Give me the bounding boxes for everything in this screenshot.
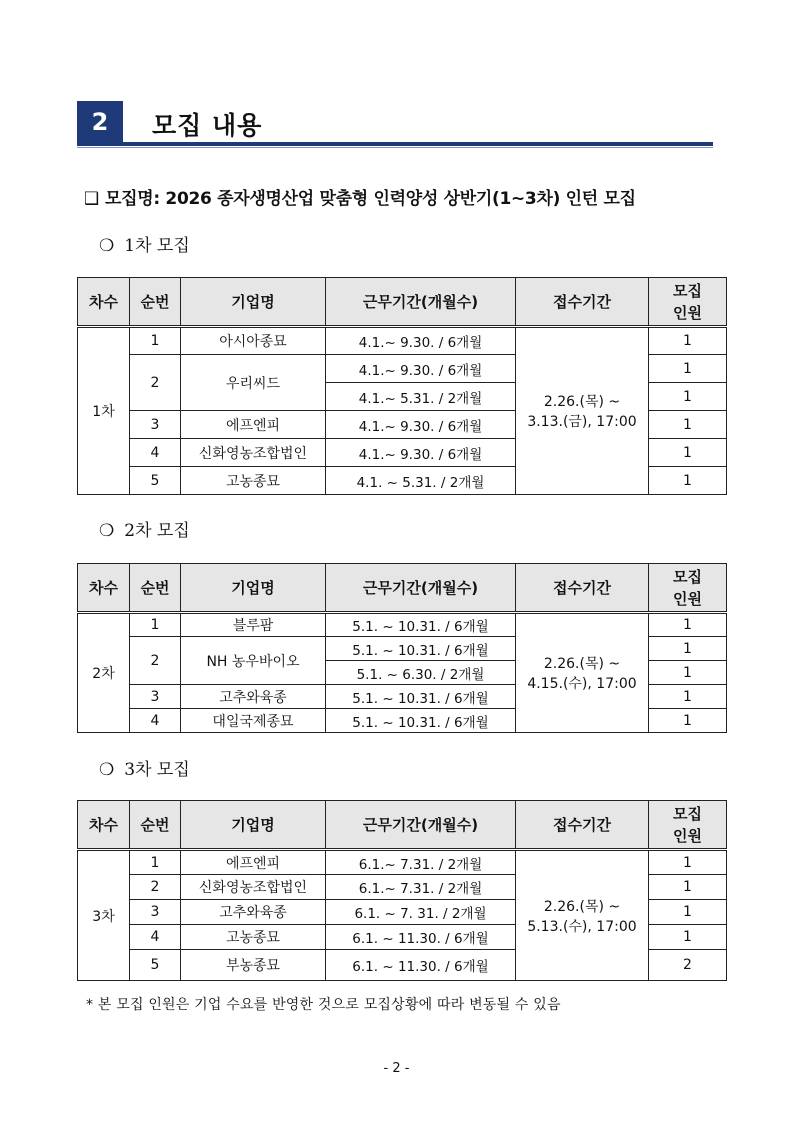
header-quota: 모집 인원 xyxy=(649,278,727,327)
footnote: * 본 모집 인원은 기업 수요를 반영한 것으로 모집상황에 따라 변동될 수 있음 xyxy=(86,997,561,1013)
circle-bullet-icon: ❍ xyxy=(99,521,115,541)
company-cell: 고추와육종 xyxy=(181,900,326,925)
quota-cell: 1 xyxy=(649,411,727,439)
round-label: 3차 xyxy=(78,850,130,981)
round-2-title: 2차 모집 xyxy=(124,521,190,541)
header-period: 근무기간(개월수) xyxy=(326,801,516,850)
seq-cell: 2 xyxy=(130,355,181,411)
quota-cell: 1 xyxy=(649,327,727,355)
round-1-table xyxy=(77,277,727,495)
round-2-heading xyxy=(99,516,190,541)
seq-cell: 2 xyxy=(130,637,181,685)
company-cell: 에프엔피 xyxy=(181,411,326,439)
company-cell: 에프엔피 xyxy=(181,850,326,875)
section-title: 모집 내용 xyxy=(152,111,263,140)
period-cell: 6.1. ~ 11.30. / 6개월 xyxy=(326,950,516,981)
company-cell: 고농종묘 xyxy=(181,467,326,495)
quota-cell: 1 xyxy=(649,925,727,950)
quota-cell: 1 xyxy=(649,613,727,637)
header-company: 기업명 xyxy=(181,278,326,327)
round-3-title: 3차 모집 xyxy=(124,760,190,780)
header-company: 기업명 xyxy=(181,801,326,850)
application-period: 2.26.(목) ~ 3.13.(금), 17:00 xyxy=(516,327,649,495)
seq-cell: 4 xyxy=(130,925,181,950)
period-cell: 5.1. ~ 10.31. / 6개월 xyxy=(326,637,516,661)
quota-cell: 1 xyxy=(649,355,727,383)
quota-cell: 2 xyxy=(649,950,727,981)
quota-cell: 1 xyxy=(649,661,727,685)
quota-cell: 1 xyxy=(649,900,727,925)
seq-cell: 5 xyxy=(130,950,181,981)
round-1-heading xyxy=(99,231,190,256)
application-period: 2.26.(목) ~ 5.13.(수), 17:00 xyxy=(516,850,649,981)
table-row xyxy=(78,327,727,355)
header-period: 근무기간(개월수) xyxy=(326,278,516,327)
recruitment-title-text: 모집명: 2026 종자생명산업 맞춤형 인력양성 상반기(1~3차) 인턴 모집 xyxy=(104,189,636,209)
seq-cell: 4 xyxy=(130,709,181,733)
table-row xyxy=(78,613,727,637)
quota-cell: 1 xyxy=(649,685,727,709)
period-cell: 5.1. ~ 10.31. / 6개월 xyxy=(326,685,516,709)
company-cell: 고추와육종 xyxy=(181,685,326,709)
section-header xyxy=(77,101,713,147)
round-label: 2차 xyxy=(78,613,130,733)
header-round: 차수 xyxy=(78,278,130,327)
company-cell: 신화영농조합법인 xyxy=(181,875,326,900)
quota-cell: 1 xyxy=(649,439,727,467)
circle-bullet-icon: ❍ xyxy=(99,760,115,780)
round-3-heading xyxy=(99,755,190,780)
quota-cell: 1 xyxy=(649,383,727,411)
company-cell: NH 농우바이오 xyxy=(181,637,326,685)
seq-cell: 2 xyxy=(130,875,181,900)
period-cell: 5.1. ~ 6.30. / 2개월 xyxy=(326,661,516,685)
company-cell: 우리씨드 xyxy=(181,355,326,411)
square-bullet-icon: ❑ xyxy=(84,189,99,209)
table-row xyxy=(78,850,727,875)
page-number: - 2 - xyxy=(383,1061,410,1076)
period-cell: 6.1. ~ 11.30. / 6개월 xyxy=(326,925,516,950)
period-cell: 6.1.~ 7.31. / 2개월 xyxy=(326,850,516,875)
seq-cell: 1 xyxy=(130,850,181,875)
header-application: 접수기간 xyxy=(516,278,649,327)
company-cell: 대일국제종묘 xyxy=(181,709,326,733)
quota-cell: 1 xyxy=(649,467,727,495)
period-cell: 4.1.~ 9.30. / 6개월 xyxy=(326,411,516,439)
period-cell: 4.1.~ 5.31. / 2개월 xyxy=(326,383,516,411)
seq-cell: 4 xyxy=(130,439,181,467)
header-company: 기업명 xyxy=(181,564,326,613)
seq-cell: 5 xyxy=(130,467,181,495)
table-header-row xyxy=(78,278,727,327)
period-cell: 6.1.~ 7.31. / 2개월 xyxy=(326,875,516,900)
table-header-row xyxy=(78,801,727,850)
seq-cell: 3 xyxy=(130,411,181,439)
section-rule-thin xyxy=(77,147,713,148)
header-period: 근무기간(개월수) xyxy=(326,564,516,613)
round-1-title: 1차 모집 xyxy=(124,236,190,256)
seq-cell: 1 xyxy=(130,613,181,637)
period-cell: 5.1. ~ 10.31. / 6개월 xyxy=(326,709,516,733)
round-2-table xyxy=(77,563,727,733)
header-seq: 순번 xyxy=(130,801,181,850)
period-cell: 4.1.~ 9.30. / 6개월 xyxy=(326,355,516,383)
company-cell: 블루팜 xyxy=(181,613,326,637)
quota-cell: 1 xyxy=(649,850,727,875)
header-seq: 순번 xyxy=(130,278,181,327)
company-cell: 고농종묘 xyxy=(181,925,326,950)
header-quota: 모집 인원 xyxy=(649,564,727,613)
header-application: 접수기간 xyxy=(516,564,649,613)
period-cell: 5.1. ~ 10.31. / 6개월 xyxy=(326,613,516,637)
round-3-table xyxy=(77,800,727,981)
header-round: 차수 xyxy=(78,564,130,613)
table-header-row xyxy=(78,564,727,613)
company-cell: 부농종묘 xyxy=(181,950,326,981)
header-application: 접수기간 xyxy=(516,801,649,850)
seq-cell: 3 xyxy=(130,900,181,925)
company-cell: 신화영농조합법인 xyxy=(181,439,326,467)
period-cell: 4.1.~ 9.30. / 6개월 xyxy=(326,439,516,467)
seq-cell: 1 xyxy=(130,327,181,355)
quota-cell: 1 xyxy=(649,875,727,900)
header-round: 차수 xyxy=(78,801,130,850)
header-seq: 순번 xyxy=(130,564,181,613)
circle-bullet-icon: ❍ xyxy=(99,236,115,256)
header-quota: 모집 인원 xyxy=(649,801,727,850)
period-cell: 6.1. ~ 7. 31. / 2개월 xyxy=(326,900,516,925)
quota-cell: 1 xyxy=(649,709,727,733)
section-rule xyxy=(77,142,713,146)
period-cell: 4.1. ~ 5.31. / 2개월 xyxy=(326,467,516,495)
period-cell: 4.1.~ 9.30. / 6개월 xyxy=(326,327,516,355)
seq-cell: 3 xyxy=(130,685,181,709)
quota-cell: 1 xyxy=(649,637,727,661)
section-number: 2 xyxy=(77,101,123,143)
company-cell: 아시아종묘 xyxy=(181,327,326,355)
round-label: 1차 xyxy=(78,327,130,495)
recruitment-title xyxy=(84,184,636,209)
application-period: 2.26.(목) ~ 4.15.(수), 17:00 xyxy=(516,613,649,733)
